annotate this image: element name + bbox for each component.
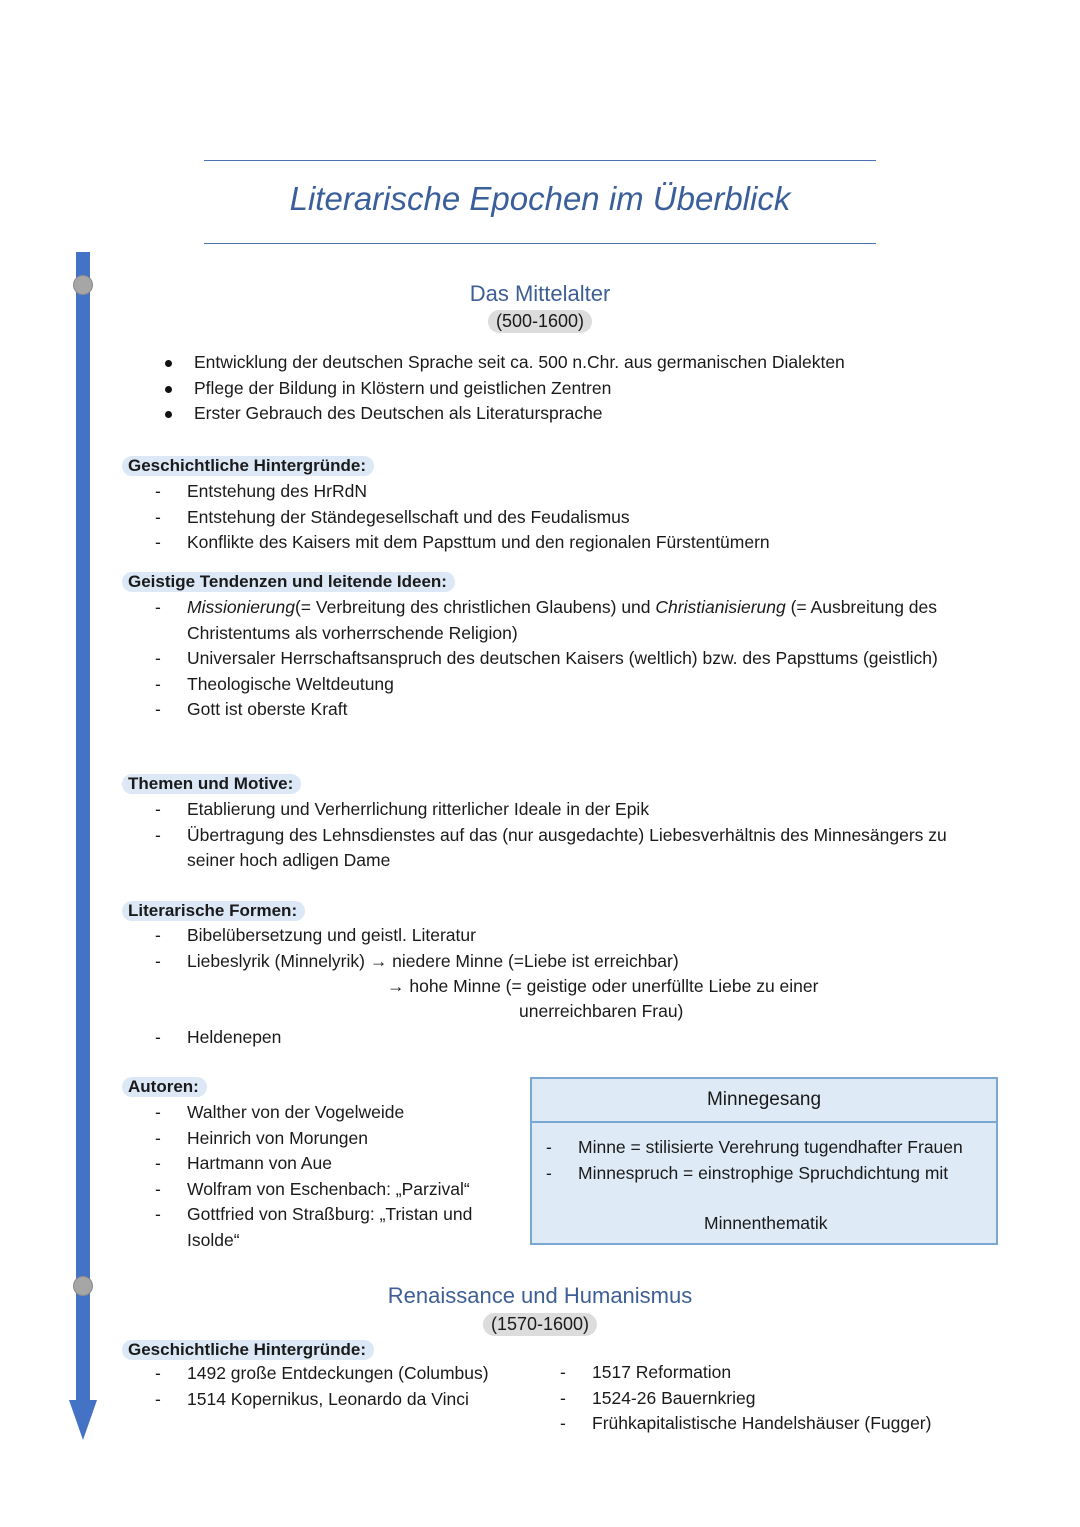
section-heading-forms: Literarische Formen: [122,901,305,921]
list-item: - Walther von der Vogelweide [187,1100,497,1126]
list-item: - Konflikte des Kaisers mit dem Papsttum und den regionalen Fürstentümern [187,530,987,556]
section-heading-history: Geschichtliche Hintergründe: [122,456,374,476]
list-item: Erster Gebrauch des Deutschen als Literatursprache [194,401,994,427]
epoch-dates-renaissance: (1570-1600) [483,1313,597,1336]
list-item: - 1517 Reformation [592,1360,992,1386]
authors-list [187,1100,497,1253]
forms-list-cont [187,1025,587,1051]
list-item: Pflege der Bildung in Klöstern und geistlichen Zentren [194,376,994,402]
minnegesang-continuation: Minnenthematik [704,1213,828,1233]
overview-list [194,350,994,427]
list-item: - Bibelübersetzung und geistl. Literatur [187,923,987,949]
renaissance-history-left [187,1361,527,1412]
list-item: - Entstehung der Ständegesellschaft und des Feudalismus [187,505,987,531]
section-heading-history-renaissance: Geschichtliche Hintergründe: [122,1340,374,1360]
list-item: - Heldenepen [187,1025,587,1051]
list-item: - Missionierung(= Verbreitung des christlichen Glaubens) und Christianisierung (= Ausbreitung des Christentums als vorherrschende Religion) [187,595,957,646]
list-item: - Gott ist oberste Kraft [187,697,957,723]
epoch-dates-mittelalter: (500-1600) [488,310,592,333]
term-missionierung: Missionierung [187,597,295,617]
list-item: - Hartmann von Aue [187,1151,497,1177]
title-rule-top [204,160,876,161]
minnegesang-title: Minnegesang [532,1079,996,1123]
list-item: - Frühkapitalistische Handelshäuser (Fugger) [592,1411,992,1437]
history-list [187,479,987,556]
term-christianisierung: Christianisierung [655,597,786,617]
forms-continuation-2: unerreichbaren Frau) [519,1001,684,1021]
section-heading-themes: Themen und Motive: [122,774,301,794]
themes-list [187,797,962,874]
timeline-arrow-icon [69,1400,97,1440]
list-item: - 1524-26 Bauernkrieg [592,1386,992,1412]
list-item: - Theologische Weltdeutung [187,672,957,698]
timeline-bar [76,252,90,1407]
renaissance-history-right [592,1360,992,1437]
section-heading-ideas: Geistige Tendenzen und leitende Ideen: [122,572,455,592]
list-item: - Etablierung und Verherrlichung ritterlicher Ideale in der Epik [187,797,962,823]
ideas-list [187,595,957,723]
forms-list [187,923,987,974]
list-item: - Entstehung des HrRdN [187,479,987,505]
list-item: - Wolfram von Eschenbach: „Parzival“ [187,1177,497,1203]
list-item: - Liebeslyrik (Minnelyrik) → niedere Minne (=Liebe ist erreichbar) [187,949,987,975]
section-heading-authors: Autoren: [122,1077,207,1097]
forms-continuation-1: → hohe Minne (= geistige oder unerfüllte Liebe zu einer [387,976,819,996]
page-title: Literarische Epochen im Überblick [289,180,791,217]
list-item: - Übertragung des Lehnsdienstes auf das (nur ausgedachte) Liebesverhältnis des Minnesängers zu seiner hoch adligen Dame [187,823,962,874]
epoch-title-renaissance: Renaissance und Humanismus [387,1283,693,1308]
title-rule-bottom [204,243,876,244]
minnegesang-list [578,1135,978,1186]
list-item: - Heinrich von Morungen [187,1126,497,1152]
list-item: - Gottfried von Straßburg: „Tristan und Isolde“ [187,1202,497,1253]
list-item: Entwicklung der deutschen Sprache seit ca. 500 n.Chr. aus germanischen Dialekten [194,350,994,376]
list-item: - 1492 große Entdeckungen (Columbus) [187,1361,527,1387]
epoch-title-mittelalter: Das Mittelalter [469,281,611,306]
list-item: - Minne = stilisierte Verehrung tugendhafter Frauen [578,1135,978,1161]
list-item: - Universaler Herrschaftsanspruch des deutschen Kaisers (weltlich) bzw. des Papsttums (geistlich) [187,646,957,672]
list-item: - Minnespruch = einstrophige Spruchdichtung mit [578,1161,978,1187]
list-item: - 1514 Kopernikus, Leonardo da Vinci [187,1387,527,1413]
